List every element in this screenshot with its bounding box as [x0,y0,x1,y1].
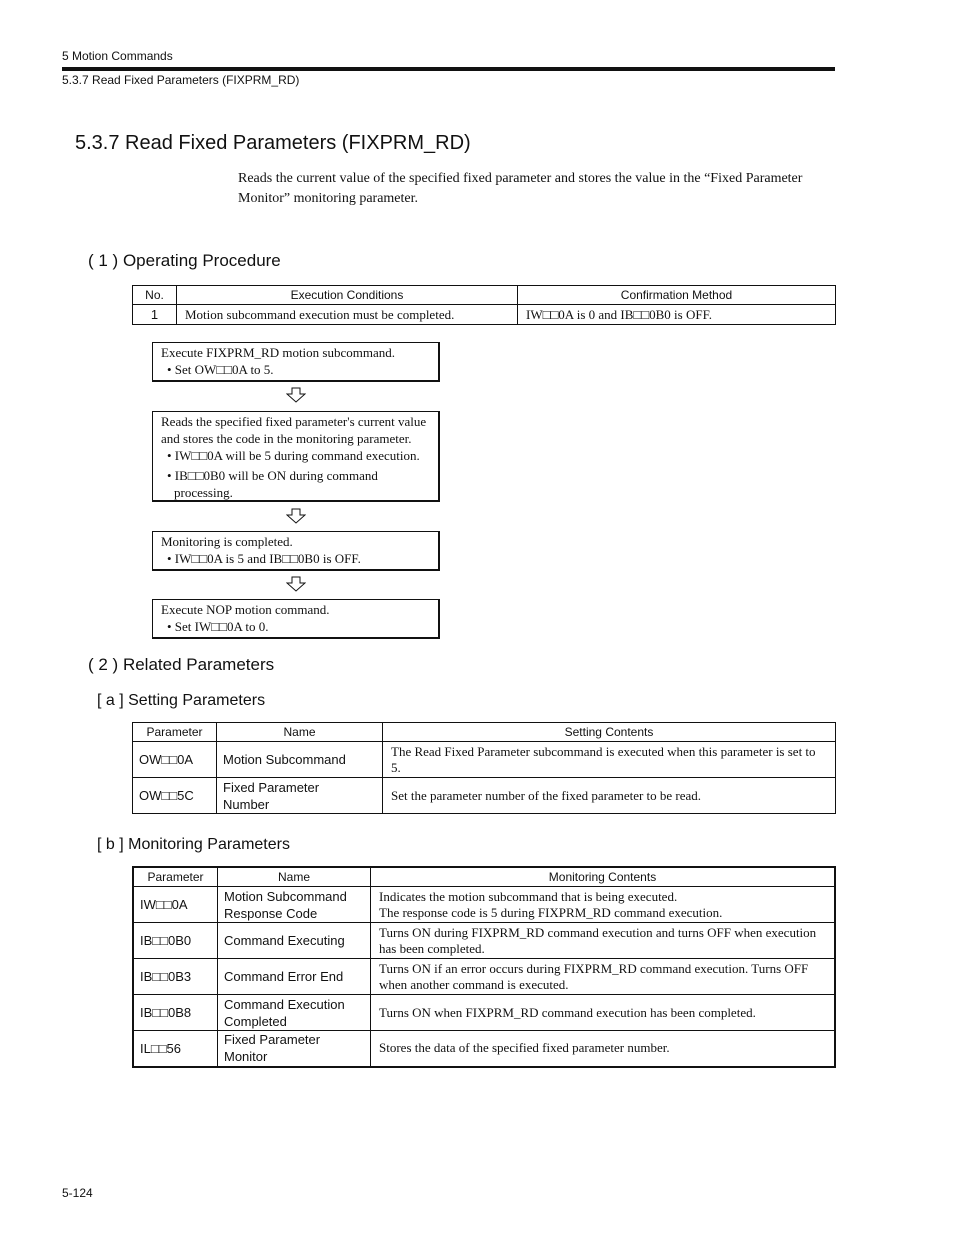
contents-line: Set the parameter number of the fixed parameter to be read. [391,787,702,803]
flow-step-text: Monitoring is completed. [161,534,293,549]
cell-confirmation: IW□□0A is 0 and IB□□0B0 is OFF. [518,305,836,325]
name-line: Command Executing [224,933,345,948]
table-row [133,995,835,1031]
name-line: Motion Subcommand [224,888,347,904]
table-header-row [133,286,836,305]
flow-step-1 [152,342,440,382]
name-line: Completed [224,1013,287,1029]
contents-line: Turns ON when FIXPRM_RD command execution has been completed. [379,1004,756,1020]
cell-parameter: OW□□0A [133,742,217,778]
cell-contents [383,742,836,778]
flow-step-2 [152,411,440,502]
table-row [133,1031,835,1067]
setting-parameters-heading: [ a ] Setting Parameters [97,692,266,709]
name-line: Monitor [224,1049,268,1065]
cell-name [218,923,371,959]
table-header-row [133,867,835,887]
cell-name [218,887,371,923]
table-header-row [133,723,836,742]
cell-parameter: IW□□0A [133,887,218,923]
page-number: 5-124 [62,1186,93,1200]
contents-line: Turns ON if an error occurs during FIXPRM_RD command execution. Turns OFF [379,960,809,976]
cell-parameter: IB□□0B8 [133,995,218,1031]
table-row [133,305,836,325]
flow-step-text: Execute FIXPRM_RD motion subcommand. [161,345,395,360]
operating-procedure-heading: ( 1 ) Operating Procedure [88,251,281,270]
col-parameter: Parameter [133,867,218,887]
cell-name [218,995,371,1031]
table-row [133,923,835,959]
contents-line: Stores the data of the specified fixed parameter number. [379,1040,670,1056]
col-execution-conditions: Execution Conditions [177,286,518,305]
flow-step-bullet: • IW□□0A will be 5 during command execution. [167,448,420,463]
cell-name [218,1031,371,1067]
monitoring-parameters-table [132,866,836,1068]
contents-line: Turns ON during FIXPRM_RD command execution and turns OFF when execution [379,924,817,940]
down-arrow-icon [286,508,306,524]
name-line: Fixed Parameter [224,1032,321,1048]
procedure-table [132,285,836,325]
contents-line: The Read Fixed Parameter subcommand is executed when this parameter is set to [391,743,816,759]
contents-line: when another command is executed. [379,976,569,992]
name-line: Command Execution [224,996,345,1012]
cell-name [217,778,383,814]
cell-contents [383,778,836,814]
cell-parameter: OW□□5C [133,778,217,814]
flow-step-bullet: • Set OW□□0A to 5. [167,362,274,377]
col-no: No. [133,286,177,305]
contents-line: 5. [391,759,401,775]
flow-step-3 [152,531,440,571]
setting-parameters-table [132,722,836,814]
name-line: Fixed Parameter [223,779,320,795]
cell-name [218,959,371,995]
cell-parameter: IL□□56 [133,1031,218,1067]
flow-step-4 [152,599,440,639]
section-title: 5.3.7 Read Fixed Parameters (FIXPRM_RD) [75,132,471,154]
cell-contents [371,1031,836,1067]
down-arrow-icon [286,576,306,592]
col-parameter: Parameter [133,723,217,742]
monitoring-parameters-heading: [ b ] Monitoring Parameters [97,836,290,853]
flow-step-text: Reads the specified fixed parameter's current value [161,414,427,429]
flow-step-bullet: • Set IW□□0A to 0. [167,619,269,634]
table-row [133,742,836,778]
down-arrow-icon [286,387,306,403]
table-row [133,778,836,814]
name-line: Number [223,796,270,812]
running-header-chapter: 5 Motion Commands [62,49,173,63]
name-line: Command Error End [224,969,344,984]
col-name: Name [217,723,383,742]
flow-step-bullet: • IB□□0B0 will be ON during command [167,468,378,483]
flow-step-bullet: • IW□□0A is 5 and IB□□0B0 is OFF. [167,551,361,566]
col-confirmation-method: Confirmation Method [518,286,836,305]
contents-line: has been completed. [379,940,485,956]
intro-paragraph: Reads the current value of the specified fixed parameter and stores the value in the “Fixed Parameter Monitor” monitoring parameter. [238,171,803,206]
col-monitoring-contents: Monitoring Contents [371,867,836,887]
cell-condition: Motion subcommand execution must be completed. [177,305,518,325]
running-header-section: 5.3.7 Read Fixed Parameters (FIXPRM_RD) [62,73,300,87]
cell-contents [371,923,836,959]
cell-parameter: IB□□0B0 [133,923,218,959]
name-line: Motion Subcommand [223,752,346,767]
related-parameters-heading: ( 2 ) Related Parameters [88,655,275,674]
cell-name [217,742,383,778]
name-line: Response Code [224,905,318,921]
flow-step-bullet: processing. [174,485,233,500]
col-setting-contents: Setting Contents [383,723,836,742]
table-row [133,887,835,923]
cell-no: 1 [133,305,177,325]
cell-contents [371,887,836,923]
cell-contents [371,959,836,995]
cell-parameter: IB□□0B3 [133,959,218,995]
col-name: Name [218,867,371,887]
contents-line: Indicates the motion subcommand that is being executed. [379,888,678,904]
contents-line: The response code is 5 during FIXPRM_RD command execution. [379,904,723,920]
flow-step-text: Execute NOP motion command. [161,602,330,617]
cell-contents [371,995,836,1031]
header-rule [62,67,835,71]
table-row [133,959,835,995]
flow-step-text: and stores the code in the monitoring parameter. [161,431,412,446]
